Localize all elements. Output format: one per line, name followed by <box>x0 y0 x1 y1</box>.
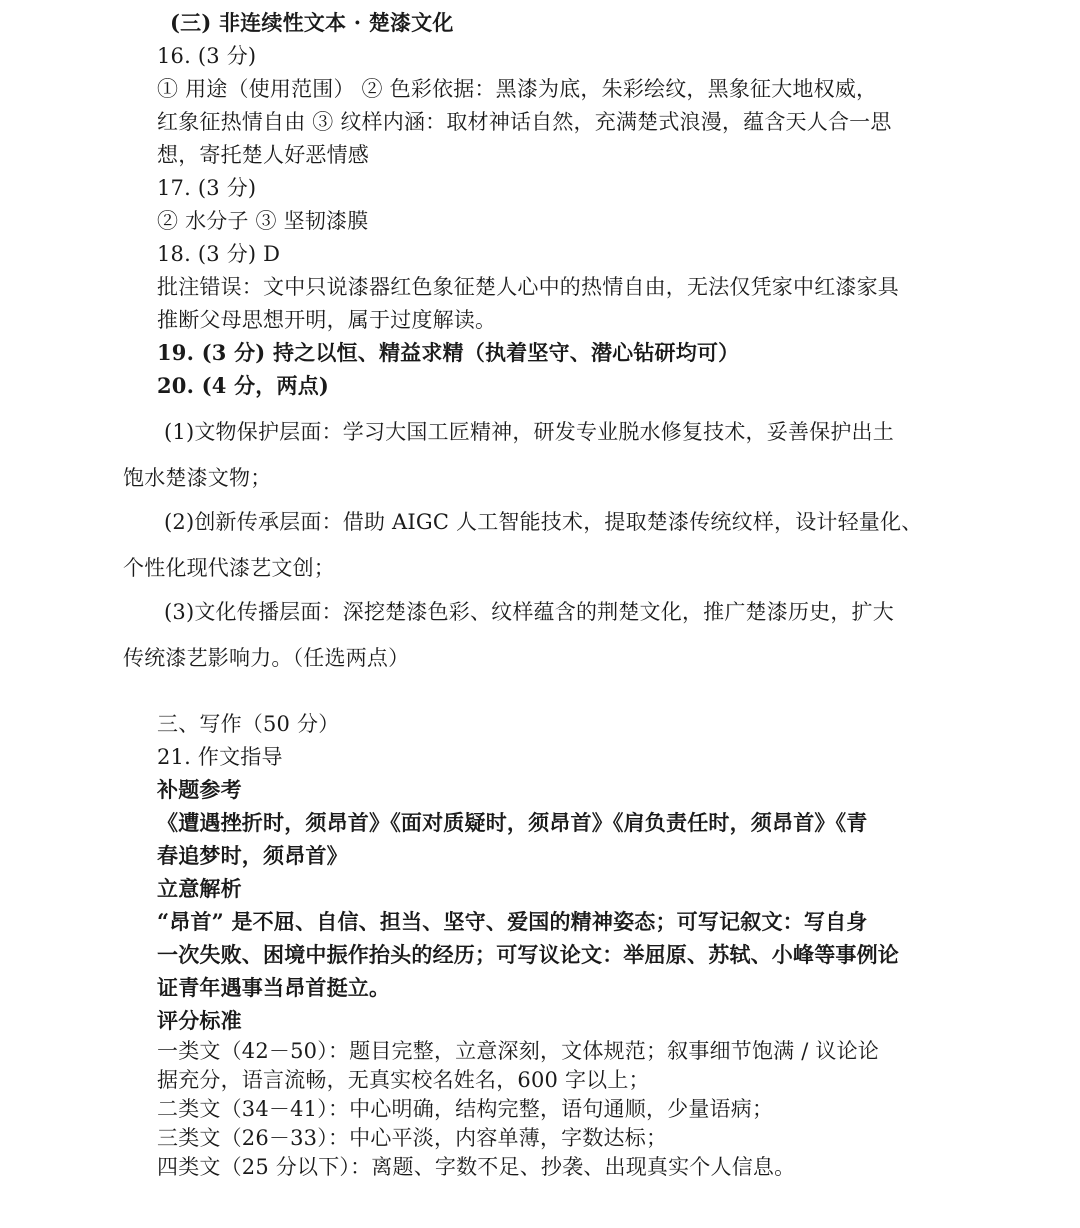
q20-point-2: (2)创新传承层面：借助 AIGC 人工智能技术，提取楚漆传统纹样，设计轻量化、 <box>164 510 923 534</box>
section-heading-writing: 三、写作（50 分） <box>157 712 340 736</box>
grade-2-criteria: 二类文（34－41）：中心明确，结构完整，语句通顺，少量语病； <box>157 1097 774 1121</box>
q18-answer-line: 推断父母思想开明，属于过度解读。 <box>157 308 497 332</box>
q20-point-1-cont: 饱水楚漆文物； <box>123 466 272 490</box>
intent-analysis-heading: 立意解析 <box>157 876 242 901</box>
sample-titles-line: 《遭遇挫折时，须昂首》《面对质疑时，须昂首》《肩负责任时，须昂首》《青 <box>157 810 868 835</box>
q20-point-3-cont: 传统漆艺影响力。（任选两点） <box>123 646 410 670</box>
grade-4-criteria: 四类文（25 分以下）：离题、字数不足、抄袭、出现真实个人信息。 <box>157 1155 796 1179</box>
grade-1-criteria-cont: 据充分，语言流畅，无真实校名姓名，600 字以上； <box>157 1068 650 1092</box>
intent-analysis-line: 证青年遇事当昂首挺立。 <box>157 975 391 1000</box>
sub-title-reference-heading: 补题参考 <box>157 777 242 802</box>
q16-answer-line: ① 用途（使用范围） ② 色彩依据：黑漆为底，朱彩绘纹，黑象征大地权威， <box>157 77 878 101</box>
scoring-criteria-heading: 评分标准 <box>157 1008 242 1033</box>
grade-3-criteria: 三类文（26－33）：中心平淡，内容单薄，字数达标； <box>157 1126 668 1150</box>
q16-answer-line: 想，寄托楚人好恶情感 <box>157 143 369 167</box>
q16-label: 16. (3 分) <box>157 44 257 68</box>
q21-label: 21. 作文指导 <box>157 745 283 769</box>
q17-answer-line: ② 水分子 ③ 坚韧漆膜 <box>157 209 369 233</box>
sample-titles-line: 春追梦时，须昂首》 <box>157 843 348 868</box>
grade-1-criteria: 一类文（42－50）：题目完整，立意深刻，文体规范；叙事细节饱满 / 议论论 <box>157 1039 879 1063</box>
q20-point-2-cont: 个性化现代漆艺文创； <box>123 556 335 580</box>
q18-answer-line: 批注错误：文中只说漆器红色象征楚人心中的热情自由，无法仅凭家中红漆家具 <box>157 275 899 299</box>
q17-label: 17. (3 分) <box>157 176 257 200</box>
q19-answer: 19. (3 分) 持之以恒、精益求精（执着坚守、潜心钻研均可） <box>157 340 740 365</box>
q20-point-1: (1)文物保护层面：学习大国工匠精神，研发专业脱水修复技术，妥善保护出土 <box>164 420 894 444</box>
q16-answer-line: 红象征热情自由 ③ 纹样内涵：取材神话自然，充满楚式浪漫，蕴含天人合一思 <box>157 110 892 134</box>
intent-analysis-line: 一次失败、困境中振作抬头的经历；可写议论文：举屈原、苏轼、小峰等事例论 <box>157 942 899 967</box>
q20-point-3: (3)文化传播层面：深挖楚漆色彩、纹样蕴含的荆楚文化，推广楚漆历史，扩大 <box>164 600 894 624</box>
q20-label: 20. (4 分，两点) <box>157 373 330 398</box>
section-heading-nonlinear-text: (三) 非连续性文本 · 楚漆文化 <box>170 10 454 35</box>
intent-analysis-line: “昂首” 是不屈、自信、担当、坚守、爱国的精神姿态；可写记叙文：写自身 <box>157 909 868 934</box>
q18-label: 18. (3 分) D <box>157 242 281 266</box>
